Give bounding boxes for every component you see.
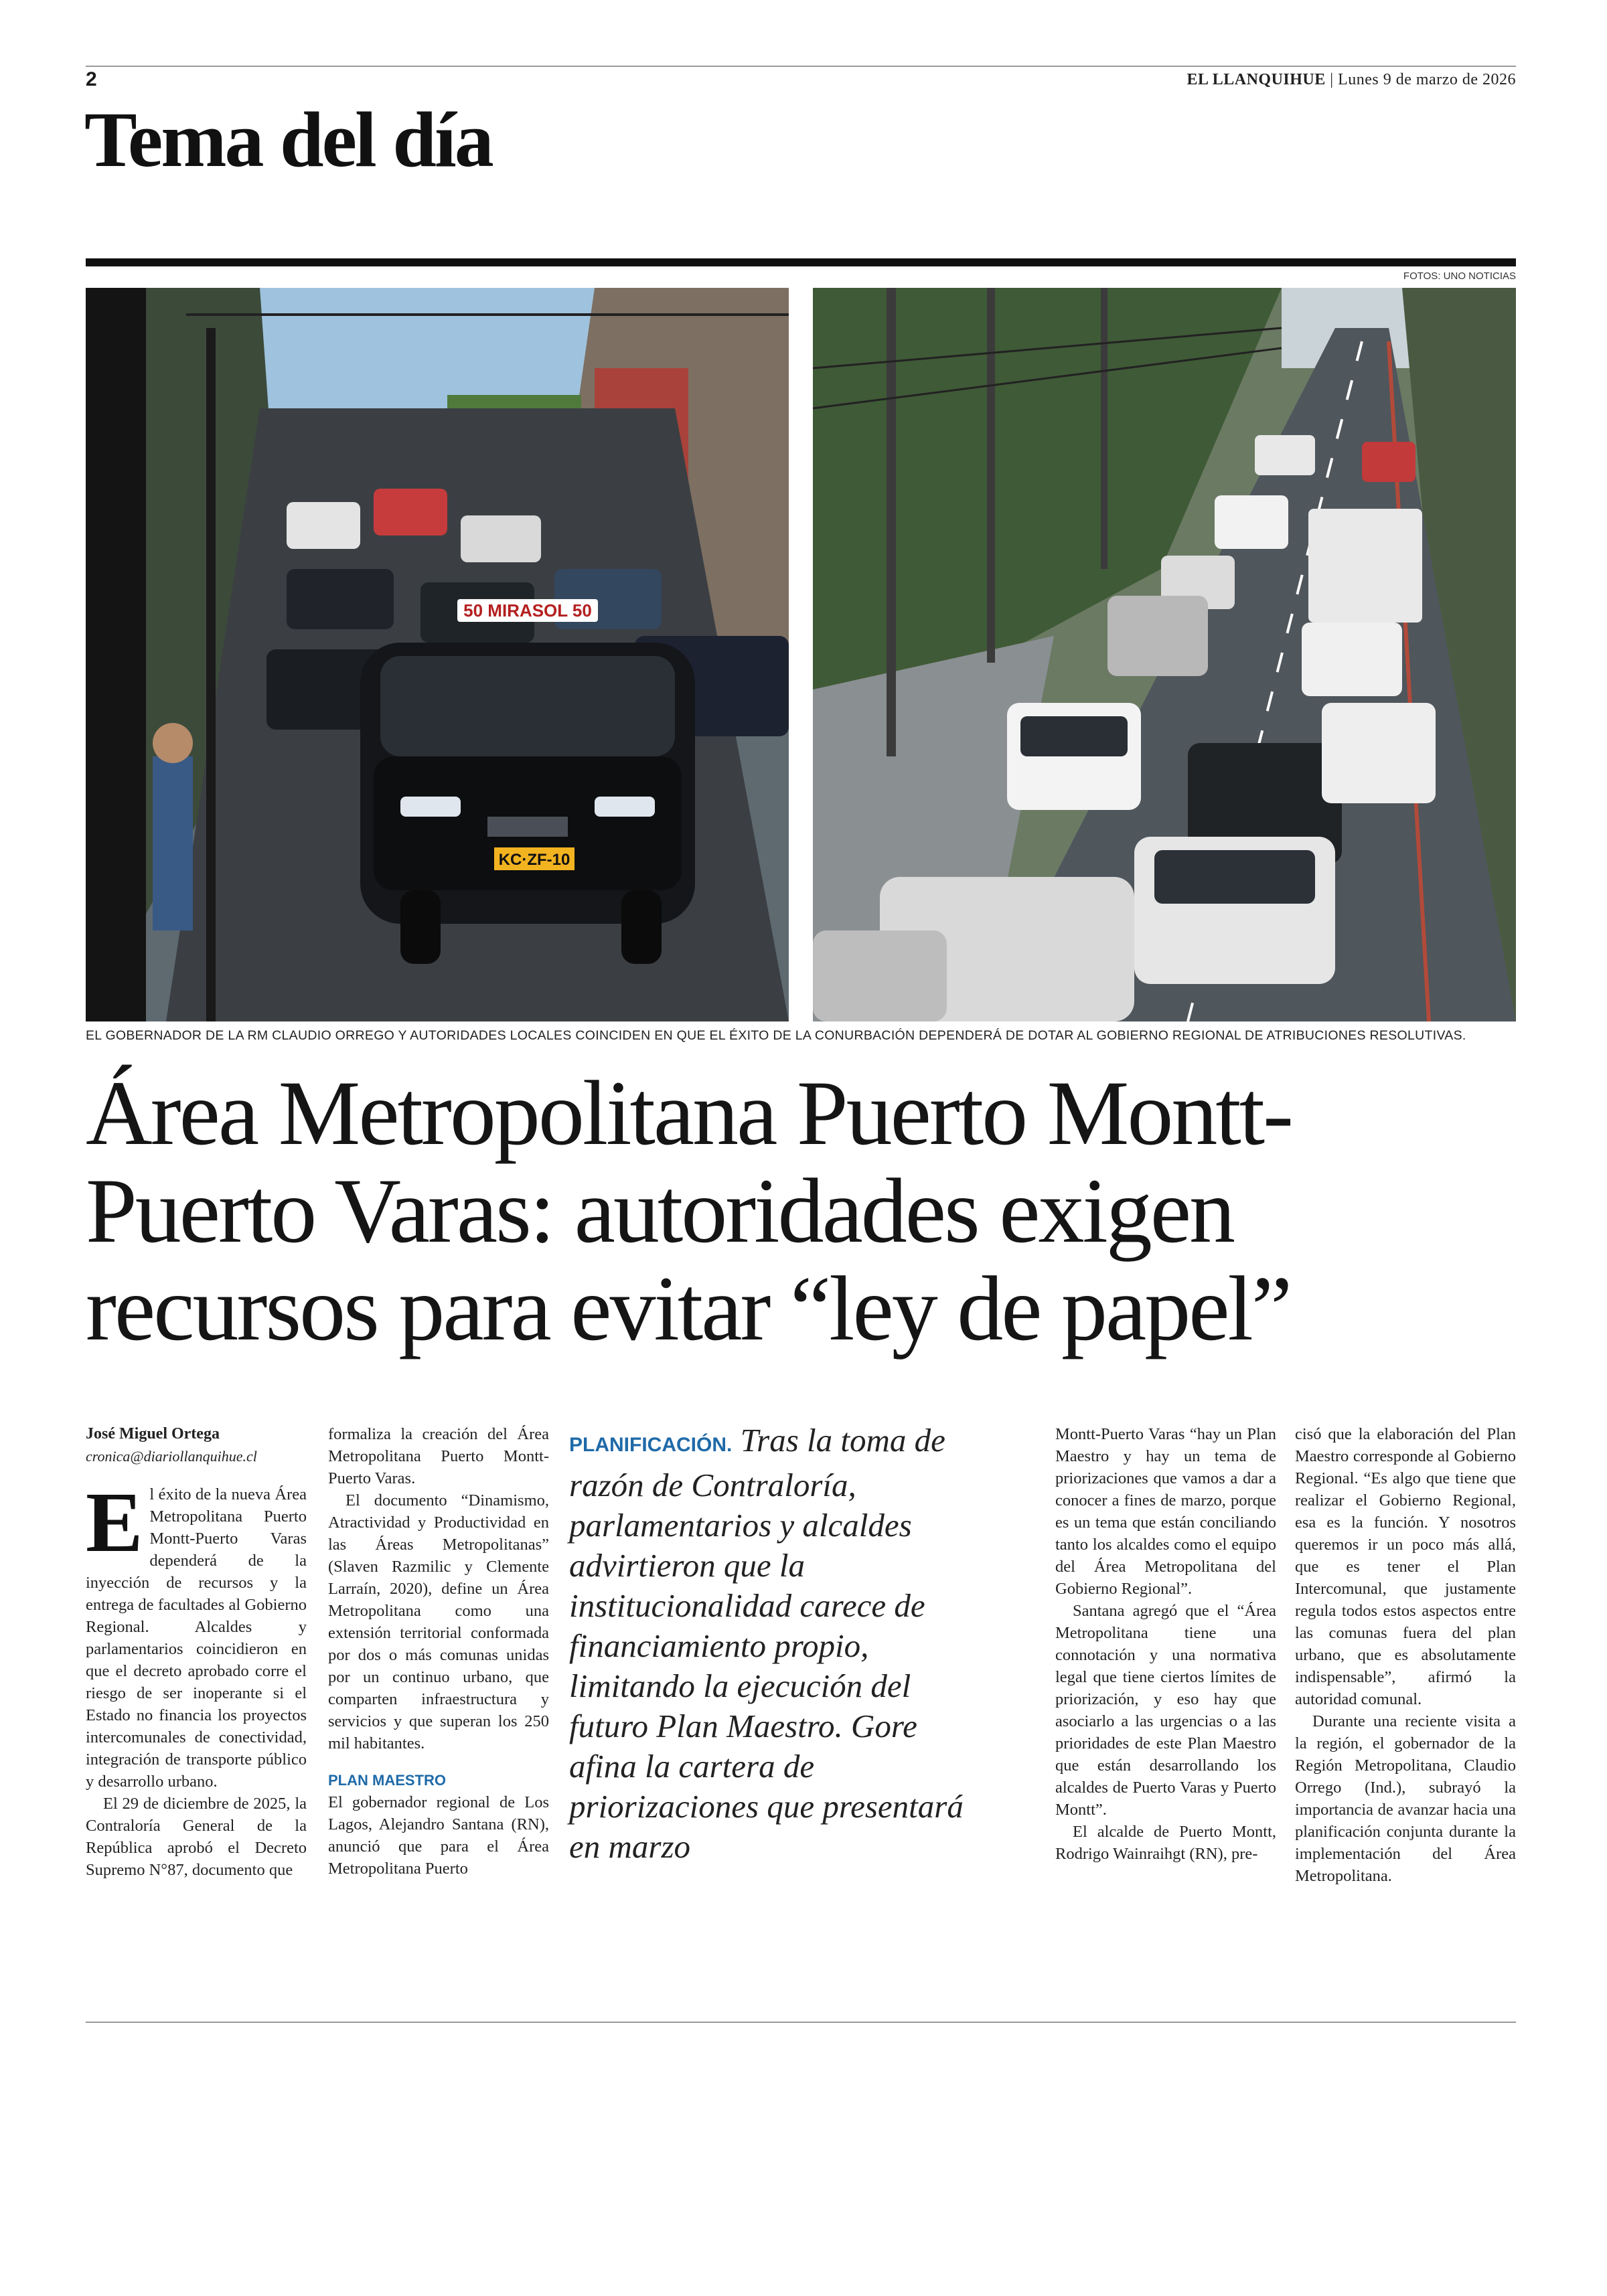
headline <box>86 1064 1519 1358</box>
headline-line-1: Área Metropolitana Puerto Montt- <box>86 1062 1292 1164</box>
photo-taxis-street <box>86 288 789 1021</box>
article-column-4 <box>1055 1423 1276 1865</box>
paragraph: formaliza la creación del Área Metropolitana Puerto Montt-Puerto Varas. <box>328 1425 549 1487</box>
taxi-sign-text: 50 MIRASOL 50 <box>463 600 592 621</box>
taxi-plate-text: KC·ZF-10 <box>498 851 570 869</box>
photo-avenue-traffic <box>813 288 1516 1021</box>
article-column-2 <box>328 1423 549 1880</box>
paragraph: El alcalde de Puerto Montt, Rodrigo Wainraihgt (RN), pre- <box>1055 1823 1276 1863</box>
paragraph: El 29 de diciembre de 2025, la Contraloría General de la República aprobó el Decreto Supremo N°87, documento que <box>86 1795 307 1879</box>
bottom-rule <box>86 2022 1516 2023</box>
photo-credit: FOTOS: UNO NOTICIAS <box>1403 270 1516 282</box>
section-title: Tema del día <box>84 96 492 183</box>
headline-line-2: Puerto Varas: autoridades exigen <box>86 1159 1234 1262</box>
newspaper-name: EL LLANQUIHUE <box>1187 71 1326 88</box>
issue-date: Lunes 9 de marzo de 2026 <box>1338 71 1516 88</box>
headline-line-3: recursos para evitar “ley de papel” <box>86 1257 1291 1360</box>
masthead: EL LLANQUIHUE | Lunes 9 de marzo de 2026 <box>1187 71 1516 88</box>
author-name: José Miguel Ortega <box>86 1425 220 1443</box>
avenue-traffic-illustration <box>813 288 1516 1021</box>
paragraph: Santana agregó que el “Área Metropolitana tiene una connotación y una normativa legal que tiene ciertos límites de priorización, y eso hay que asociarlo a las urgencias o a las prioridades de este Plan Maestro que están desarrollando los alcaldes de Puerto Varas y Puerto Montt”. <box>1055 1602 1276 1819</box>
subhead-plan-maestro: PLAN MAESTRO <box>328 1772 446 1789</box>
paragraph-text: l éxito de la nueva Área Metropolitana Puerto Montt-Puerto Varas dependerá de la inyección de recursos y la entrega de facultades al Gobierno Regional. Alcaldes y parlamentarios coincidieron en que el decreto aprobado corre el riesgo de ser inoperante si el Estado no financia los proyectos intercomunales de conectividad, integración de transporte público y desarrollo urbano. <box>86 1485 307 1791</box>
paragraph: cisó que la elaboración del Plan Maestro corresponde al Gobierno Regional. “Es algo que tiene que realizar el Gobierno Regional, esa es la función. Y nosotros queremos ir un poco más allá, que es tener el Plan Intercomunal, que justamente regula todos estos aspectos entre las comunas fuera del plan urbano, que es absolutamente indispensable”, afirmó la autoridad comunal. <box>1295 1425 1516 1708</box>
paragraph: Montt-Puerto Varas “hay un Plan Maestro y hay un tema de priorizaciones que vamos a dar a conocer a fines de marzo, porque es un tema que están conciliando tanto los alcaldes como el equipo del Área Metropolitana del Gobierno Regional”. <box>1055 1425 1276 1598</box>
author-email[interactable]: cronica@diariollanquihue.cl <box>86 1448 257 1465</box>
paragraph: El gobernador regional de Los Lagos, Alejandro Santana (RN), anunció que para el Área Metropolitana Puerto <box>328 1793 549 1878</box>
drop-cap: E <box>86 1475 143 1570</box>
section-rule <box>86 258 1516 266</box>
page-number: 2 <box>86 68 97 90</box>
paragraph: Durante una reciente visita a la región, el gobernador de la Región Metropolitana, Claudio Orrego (Ind.), subrayó la importancia de avanzar hacia una planificación conjunta durante la implementación del Área Metropolitana. <box>1295 1712 1516 1885</box>
lede-text: Tras la toma de razón de Contraloría, parlamentarios y alcaldes advirtieron que la institucionalidad carece de financiamiento propio, limitando la ejecución del futuro Plan Maestro. Gore afina la cartera de priorizaciones que presentará en marzo <box>569 1422 964 1865</box>
article-column-5 <box>1295 1423 1516 1887</box>
lede-summary <box>569 1420 971 1867</box>
paragraph: El documento “Dinamismo, Atractividad y Productividad en las Áreas Metropolitanas” (Slaven Razmilic y Clemente Larraín, 2020), define un Área Metropolitana como una extensión territorial conformada por dos o más comunas unidas por un continuo urbano, que comparten infraestructura y servicios y que superan los 250 mil habitantes. <box>328 1491 549 1752</box>
article-column-1 <box>86 1423 307 1881</box>
taxis-street-illustration <box>86 288 789 1021</box>
paragraph <box>86 1475 307 1793</box>
lede-kicker: PLANIFICACIÓN. <box>569 1434 733 1456</box>
top-rule <box>86 66 1516 67</box>
photo-caption: EL GOBERNADOR DE LA RM CLAUDIO ORREGO Y AUTORIDADES LOCALES COINCIDEN EN QUE EL ÉXITO DE LA CONURBACIÓN DEPENDERÁ DE DOTAR AL GOBIERNO REGIONAL DE ATRIBUCIONES RESOLUTIVAS. <box>86 1028 1466 1043</box>
